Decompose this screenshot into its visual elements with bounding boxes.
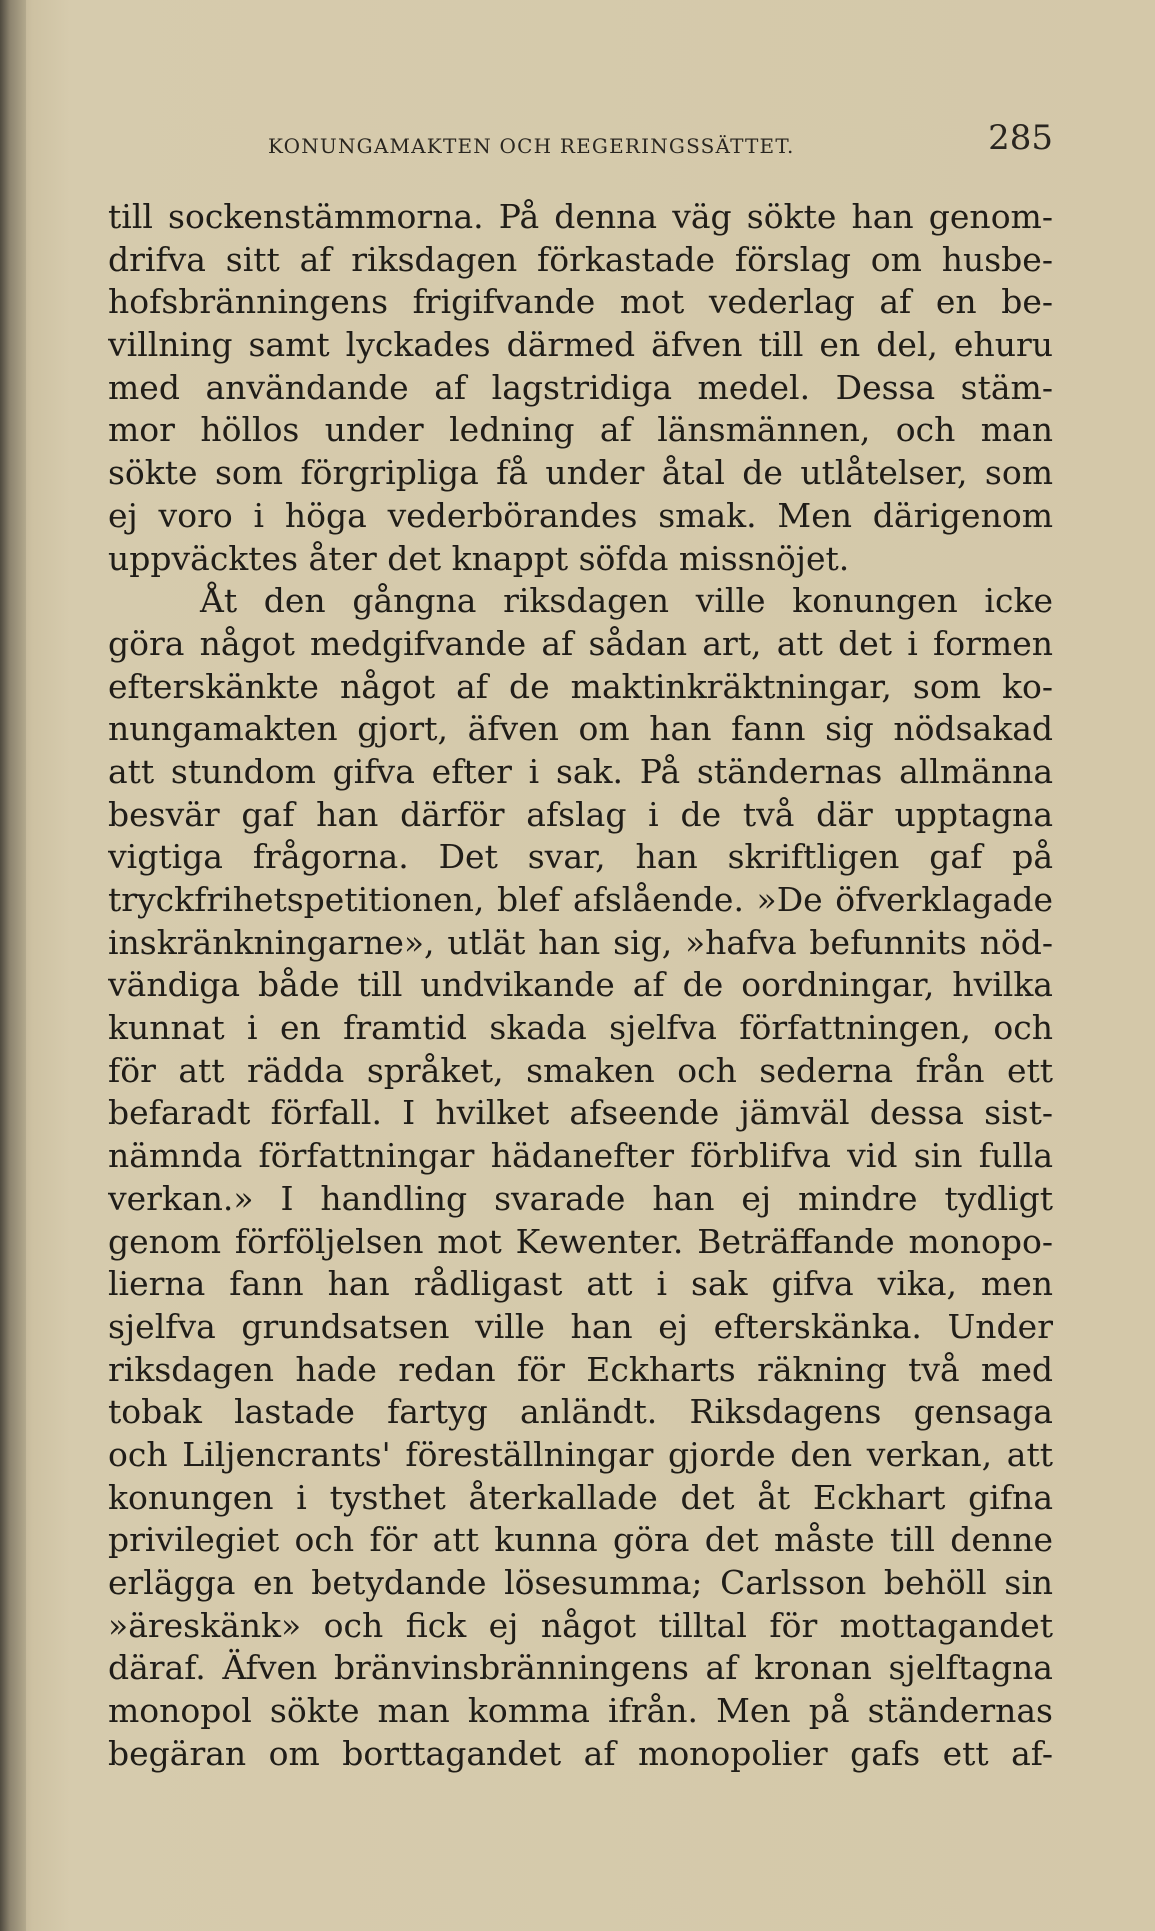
text-line: mor höllos under ledning af länsmännen, och man [108, 410, 1053, 450]
text-line: verkan.» I handling svarade han ej mindre tydligt [108, 1178, 1053, 1218]
text-line: privilegiet och för att kunna göra det måste till denne [108, 1520, 1053, 1560]
text-line: sjelfva grundsatsen ville han ej efterskänka. Under [108, 1306, 1053, 1346]
text-line: konungen i tysthet återkallade det åt Eckhart gifna [108, 1477, 1053, 1517]
text-line: ej voro i höga vederbörandes smak. Men därigenom [108, 495, 1053, 535]
text-line: inskränkningarne», utlät han sig, »hafva befunnits nöd- [108, 922, 1053, 962]
body-text [108, 196, 1053, 1775]
text-line: villning samt lyckades därmed äfven till en del, ehuru [108, 325, 1053, 365]
running-head: KONUNGAMAKTEN OCH REGERINGSSÄTTET. [268, 134, 795, 158]
text-line: vigtiga frågorna. Det svar, han skriftligen gaf på [108, 837, 1053, 877]
text-line: nungamakten gjort, äfven om han fann sig nödsakad [108, 709, 1053, 749]
text-line: besvär gaf han därför afslag i de två där upptagna [108, 794, 1053, 834]
text-line: befaradt förfall. I hvilket afseende jämväl dessa sist- [108, 1093, 1053, 1133]
text-line: uppväcktes åter det knappt söfda missnöjet. [108, 538, 850, 578]
text-line: begäran om borttagandet af monopolier gafs ett af- [108, 1733, 1053, 1773]
text-line: drifva sitt af riksdagen förkastade förslag om husbe- [108, 239, 1053, 279]
text-line: hofsbränningens frigifvande mot vederlag af en be- [108, 282, 1053, 322]
text-line: nämnda författningar hädanefter förblifva vid sin fulla [108, 1136, 1053, 1176]
text-line: genom förföljelsen mot Kewenter. Beträffande monopo- [108, 1221, 1053, 1261]
page-gutter [0, 0, 26, 1931]
text-line: monopol sökte man komma ifrån. Men på ständernas [108, 1691, 1053, 1731]
text-line: riksdagen hade redan för Eckharts räkning två med [108, 1349, 1053, 1389]
text-line: tobak lastade fartyg anländt. Riksdagens gensaga [108, 1392, 1053, 1432]
text-line: däraf. Äfven bränvinsbränningens af kronan sjelftagna [108, 1648, 1053, 1688]
text-line: och Liljencrants' föreställningar gjorde den verkan, att [108, 1434, 1053, 1474]
text-line: med användande af lagstridiga medel. Dessa stäm- [108, 367, 1053, 407]
text-line: Åt den gångna riksdagen ville konungen icke [200, 581, 1053, 621]
text-line: sökte som förgripliga få under åtal de utlåtelser, som [108, 453, 1053, 493]
page-header [108, 118, 1053, 170]
text-line: göra något medgifvande af sådan art, att det i formen [108, 623, 1053, 663]
page-number: 285 [988, 118, 1053, 158]
text-line: kunnat i en framtid skada sjelfva författningen, och [108, 1008, 1053, 1048]
text-line: efterskänkte något af de maktinkräktningar, som ko- [108, 666, 1053, 706]
text-line: tryckfrihetspetitionen, blef afslående. »De öfverklagade [108, 880, 1053, 919]
text-line: »äreskänk» och fick ej något tilltal för mottagandet [108, 1605, 1053, 1645]
text-line: att stundom gifva efter i sak. På ständernas allmänna [108, 751, 1053, 791]
text-line: för att rädda språket, smaken och sederna från ett [108, 1050, 1053, 1090]
text-line: vändiga både till undvikande af de oordningar, hvilka [108, 965, 1053, 1005]
text-line: lierna fann han rådligast att i sak gifva vika, men [108, 1264, 1053, 1304]
text-line: erlägga en betydande lösesumma; Carlsson behöll sin [108, 1563, 1053, 1602]
text-line: till sockenstämmorna. På denna väg sökte han genom- [108, 197, 1053, 236]
